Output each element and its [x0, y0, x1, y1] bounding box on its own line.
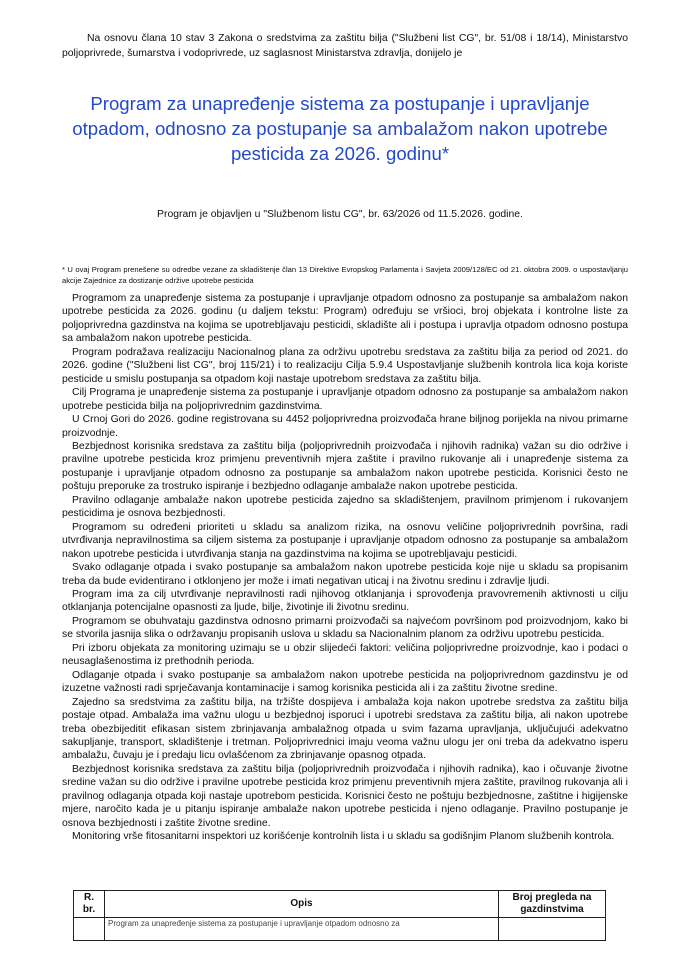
paragraph: Odlaganje otpada i svako postupanje sa ambalažom nakon upotrebe pesticida na poljoprivrednom gazdinstvu je od izuzetne važnosti radi sprječavanja kontaminacije i samog korisnika pesticida ali i za zaštitu životne sredine. — [62, 669, 628, 695]
paragraph: Programom za unapređenje sistema za postupanje i upravljanje otpadom odnosno za postupanje sa ambalažom nakon upotrebe pesticida za 2026. godinu (u daljem tekstu: Program) određuju se vršioci, broj objekata i kontrolne liste za poljoprivredna gazdinstva na kojima se upotrebljavaju pesticidi, skladište ali i postupa i upravlja otpadom odnosno postupa sa ambalažom nakon upotrebe pesticida. — [62, 293, 628, 345]
legal-basis-intro: Na osnovu člana 10 stav 3 Zakona o sredstvima za zaštitu bilja ("Službeni list CG", br. 51/08 i 18/14), Ministarstvo poljoprivrede, šumarstva i vodoprivrede, uz saglasnost Ministarstva zdravlja, donijelo je — [62, 33, 628, 59]
inspection-table — [73, 890, 606, 941]
paragraph: Cilj Programa je unapređenje sistema za postupanje i upravljanje otpadom odnosno za postupanje sa ambalažom nakon upotrebe pesticida bilja na poljoprivrednim gazdinstvima. — [62, 387, 628, 412]
document-body — [62, 292, 628, 844]
table-row — [74, 918, 606, 941]
paragraph: U Crnoj Gori do 2026. godine registrovana su 4452 poljoprivredna proizvođača hrane biljnog porijekla na nivou primarne proizvodnje. — [62, 414, 628, 439]
table-cell-description — [105, 918, 499, 941]
footnote: * U ovaj Program prenešene su odredbe vezane za skladištenje član 13 Direktive Evropskog Parlamenta i Savjeta 2009/128/EC od 21. oktobra 2009. o uspostavljanju akcije Zajednice za dostizanje održive upotrebe pesticida — [62, 265, 628, 285]
paragraph: Monitoring vrše fitosanitarni inspektori uz korišćenje kontrolnih lista i u skladu sa godišnjim Planom službenih kontrola. — [72, 831, 615, 843]
paragraph: Pri izboru objekata za monitoring uzimaju se u obzir slijedeći faktori: veličina poljoprivredne proizvodnje, kao i podaci o neusaglašenostima iz prethodnih perioda. — [62, 642, 628, 668]
paragraph: Pravilno odlaganje ambalaže nakon upotrebe pesticida zajedno sa skladištenjem, pravilnom primjenom i rukovanjem pesticidima je osnova bezbjednosti. — [62, 494, 628, 520]
paragraph: Zajedno sa sredstvima za zaštitu bilja, na tržište dospijeva i ambalaža koja nakon upotrebe sredstva za zaštitu bilja postaje otpad. Ambalaža ima važnu ulogu u bezbjednoj isporuci i upotrebi sredstava za zaštitu bilja, ali nakon upotrebe treba obezbijeditit efikasan sistem zbrinjavanja ambalažnog otpada u svim fazama upravljanja, uključujući adekvatno sakupljanje, transport, skladištenje i tretman. Poljoprivrednici imaju veoma važnu ulogu jer oni treba da adekvatno isperu ambalažu, čuvaju je i predaju licu ovlašćenom za zbrinjavanje opasnog otpada. — [62, 696, 628, 762]
document-title: Program za unapređenje sistema za postupanje i upravljanje otpadom, odnosno za postupanje sa ambalažom nakon upotrebe pesticida za 2026. godinu* — [72, 93, 608, 164]
table-cell-number — [74, 918, 105, 941]
paragraph: Svako odlaganje otpada i svako postupanje sa ambalažom nakon upotrebe pesticida koje nije u skladu sa propisanim treba da bude evidentirano i otklonjeno jer može i imati negativan uticaj i na životnu sredinu i zdravlje ljudi. — [62, 562, 628, 587]
table-cell-text: Program za unapređenje sistema za postupanje i upravljanje otpadom odnosno za — [108, 919, 400, 928]
column-header-inspections: Broj pregleda na gazdinstvima — [499, 891, 606, 918]
paragraph: Programom su određeni prioriteti u skladu sa analizom rizika, na osnovu veličine poljoprivrednih površina, radi utvrđivanja nepravilnostima sa ciljem sistema za postupanje i upravljanje otpadom odnosno za postupanje sa ambalažom nakon upotrebe pesticida i utvrđivanja stanja na gazdinstvima na kojima se upotrebljavaju pesticidi. — [62, 521, 628, 560]
paragraph: Bezbjednost korisnika sredstava za zaštitu bilja (poljoprivrednih proizvođača i njihovih radnika) važan su dio održive i pravilne upotrebe pesticida kroz primjenu preventivnih mjera zaštite i pravilno rukovanje ali i unapređenje sistema za postupanje i upravljanje otpadom odnosno za postupanje sa ambalažom nakon upotrebe pesticida. Korisnici često ne poštuju preporuke za trostruko ispiranje i bezbjedno odlaganje ambalaže nakon upotrebe pesticida. — [62, 440, 628, 493]
column-header-number: R. br. — [74, 891, 105, 918]
paragraph: Bezbjednost korisnika sredstava za zaštitu bilja (poljoprivrednih proizvođača i njihovih radnika), kao i očuvanje životne sredine važan su dio održive i pravilne upotrebe pesticida kroz primjenu preventivnih mjera zaštite, pravilnog rukovanja ali i pravilnog odlaganja otpada koji nastaje upotrebom pesticida. Korisnici često ne poštuju bezbjednosne, zaštitne i higijenske mjere, naročito kada je u pitanju ispiranje ambalaže nakon upotrebe pesticida i njeno odlaganje. Pravilno postupanje je osnova bezbjednosti i zaštite životne sredine. — [62, 763, 628, 829]
column-header-description: Opis — [105, 891, 499, 918]
table-header-row — [74, 891, 606, 918]
table-cell-inspections — [499, 918, 606, 941]
paragraph: Program ima za cilj utvrđivanje nepravilnosti radi njihovog otklanjanja i sprovođenja pravovremenih aktivnosti u cilju otklanjanja potencijalne opasnosti za ljude, bilje, životinje ili životnu sredinu. — [62, 588, 628, 614]
publication-note: Program je objavljen u "Službenom listu CG", br. 63/2026 od 11.5.2026. godine. — [157, 209, 523, 220]
paragraph: Programom se obuhvataju gazdinstva odnosno primarni proizvođači sa najvećom površinom pod proizvodnjom, kako bi se stvorila jasnija slika o održavanju propisanih uslova u skladu sa Nacionalnim planom za održivu upotrebu pesticida. — [62, 615, 628, 641]
paragraph: Program podražava realizaciju Nacionalnog plana za održivu upotrebu sredstava za zaštitu bilja za period od 2021. do 2026. godine ("Službeni list CG", broj 115/21) i to realizaciju Cilja 5.9.4 Uspostavljanje službenih kontrola lica koja koriste pesticide u smislu postupanja sa otpadom koji nastaje upotrebom sredstava za zaštitu bilja. — [62, 346, 628, 385]
